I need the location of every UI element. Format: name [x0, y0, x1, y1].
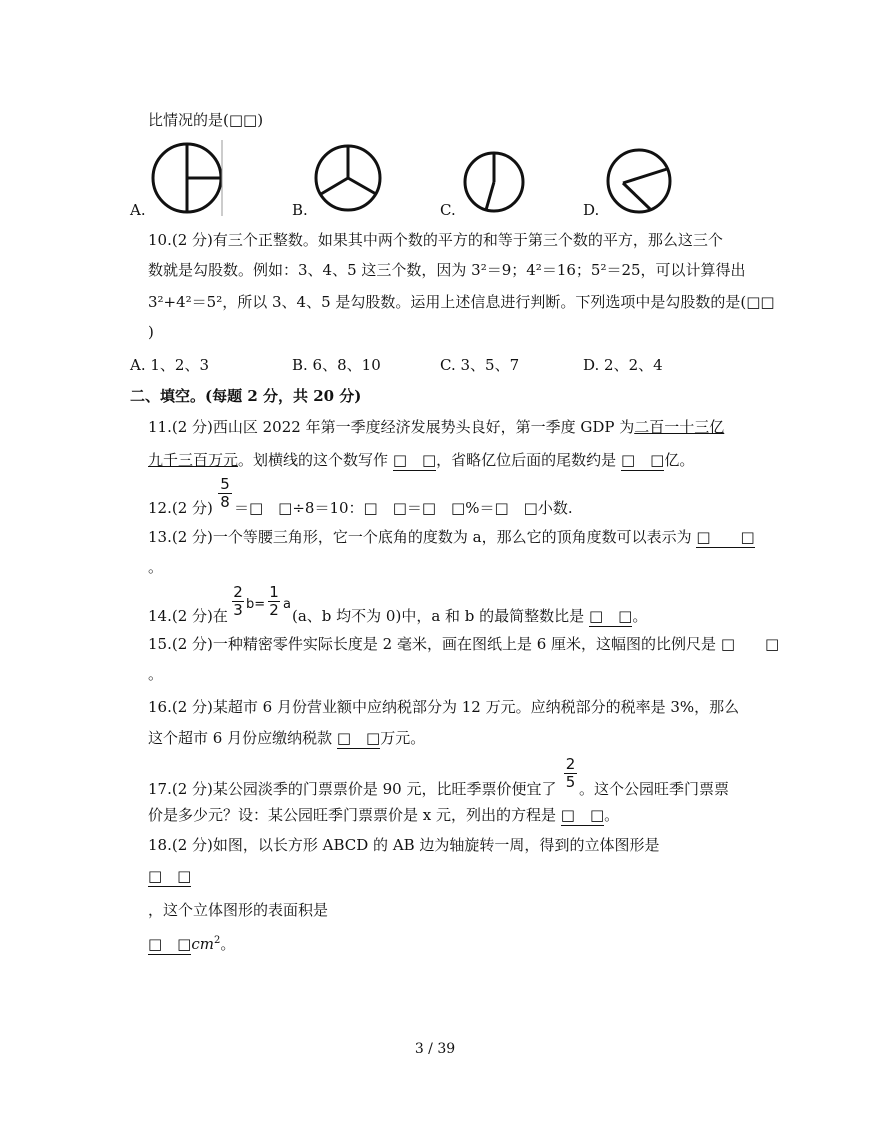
q13-answer-blank[interactable]: □ □: [696, 528, 755, 546]
q10-option-d: D. 2、2、4: [583, 356, 663, 374]
q18-blank-2-line: [148, 931, 235, 955]
q12-body: ＝□ □÷8＝10：□ □＝□ □%＝□ □小数.: [234, 499, 573, 517]
pie-diagram-b: [313, 143, 383, 213]
page-number: 3 / 39: [414, 1041, 456, 1057]
q10-option-b: B. 6、8、10: [292, 356, 381, 374]
q14-fraction-2-numerator: 1: [269, 583, 279, 601]
section-heading: 二、填空。(每题 2 分，共 20 分): [130, 387, 362, 405]
q11-mid: 。划横线的这个数写作: [238, 451, 389, 469]
q17-answer-blank[interactable]: □ □: [560, 806, 605, 824]
q10-line-3: 3²+4²＝5²，所以 3、4、5 是勾股数。运用上述信息进行判断。下列选项中是勾股数的是(□□: [148, 293, 775, 311]
q12-fraction-numerator: 5: [220, 475, 230, 493]
q14-fraction-1-numerator: 2: [233, 583, 243, 601]
q10-line-2: 数就是勾股数。例如：3、4、5 这三个数，因为 3²＝9；4²＝16；5²＝25，可以计算得出: [148, 261, 746, 279]
q17-end: 。: [604, 806, 620, 824]
q18-line-1: 18.(2 分)如图，以长方形 ABCD 的 AB 边为轴旋转一周，得到的立体图形是: [148, 836, 660, 854]
q14-mid-1: b=: [246, 597, 266, 612]
q14-end: 。: [632, 607, 648, 625]
q18-blank-1-line: [148, 866, 191, 887]
q13-text: 13.(2 分)一个等腰三角形，它一个底角的度数为 a，那么它的顶角度数可以表示为: [148, 528, 692, 546]
q18-answer-blank-1[interactable]: □ □: [148, 867, 192, 885]
q10-line-4: ): [148, 323, 154, 341]
pie-diagram-a: [150, 140, 226, 216]
q11-answer-blank-2[interactable]: □ □: [620, 451, 665, 469]
q18-end: 。: [220, 935, 236, 953]
q11-prefix: 11.(2 分)西山区 2022 年第一季度经济发展势头良好，第一季度 GDP 为: [148, 418, 635, 436]
q11-line-1: [148, 417, 724, 437]
q14-answer-blank[interactable]: □ □: [588, 607, 633, 625]
q17-line-2: [148, 805, 619, 826]
q17-fraction-numerator: 2: [565, 755, 576, 773]
q14-mid-2: a: [283, 597, 291, 612]
q18-line-2: ，这个立体图形的表面积是: [148, 901, 329, 919]
q18-unit: cm: [191, 935, 214, 953]
q16-line-2: [148, 728, 425, 749]
q10-option-c: C. 3、5、7: [440, 356, 520, 374]
q16-line-1: 16.(2 分)某超市 6 月份营业额中应纳税部分为 12 万元。应纳税部分的税率是 3%，那么: [148, 698, 740, 716]
q18-unit-exponent: 2: [213, 935, 221, 946]
q14-prefix: 14.(2 分)在: [148, 607, 228, 625]
q15-line-2: 。: [148, 665, 164, 683]
q11-line-2: [148, 450, 694, 471]
q17-fraction: [564, 756, 577, 791]
q11-underlined-number-2: 九千三百万元: [148, 451, 239, 469]
q14-fraction-1-denominator: 3: [233, 601, 243, 619]
q14-fraction-1: [232, 584, 244, 619]
q11-end: 亿。: [664, 451, 695, 469]
q15-line-1: [148, 634, 779, 654]
q17-fraction-denominator: 5: [565, 773, 576, 791]
q14-post: (a、b 均不为 0)中，a 和 b 的最简整数比是: [292, 607, 585, 625]
q12-prefix: 12.(2 分): [148, 499, 213, 517]
q16-prefix: 这个超市 6 月份应缴纳税款: [148, 729, 333, 747]
q16-suffix: 万元。: [380, 729, 426, 747]
q12-fraction-denominator: 8: [218, 493, 232, 511]
q16-answer-blank[interactable]: □ □: [336, 729, 381, 747]
pie-diagram-c: [462, 150, 526, 214]
q11-answer-blank-1[interactable]: □ □: [392, 451, 437, 469]
q13-line-2: 。: [148, 558, 164, 576]
q17-line-1-suffix: 。这个公园旺季门票票: [579, 780, 730, 798]
q9-option-a: A.: [130, 201, 146, 219]
q17-line-1-prefix: 17.(2 分)某公园淡季的门票票价是 90 元，比旺季票价便宜了: [148, 780, 557, 798]
q10-line-1: 10.(2 分)有三个正整数。如果其中两个数的平方的和等于第三个数的平方，那么这三个: [148, 231, 723, 249]
q11-mid-2: ，省略亿位后面的尾数约是: [436, 451, 617, 469]
q9-option-d: D.: [583, 201, 600, 219]
q17-line-2-prefix: 价是多少元？设：某公园旺季门票票价是 x 元，列出的方程是: [148, 806, 556, 824]
q9-tail: 比情况的是(□□): [148, 111, 264, 129]
pie-diagram-d: [605, 147, 673, 215]
q11-underlined-number-1: 二百一十三亿: [634, 418, 725, 436]
q12-fraction: [218, 476, 232, 511]
q18-answer-blank-2[interactable]: □ □: [148, 935, 192, 953]
q15-text: 15.(2 分)一种精密零件实际长度是 2 毫米，画在图纸上是 6 厘米，这幅图的比例尺是: [148, 635, 717, 653]
q13-line-1: [148, 527, 755, 548]
q9-option-b: B.: [292, 201, 308, 219]
q15-answer-blank[interactable]: □ □: [720, 635, 780, 653]
q9-option-c: C.: [440, 201, 456, 219]
q14-rest: [292, 606, 647, 627]
q10-option-a: A. 1、2、3: [130, 356, 209, 374]
q14-fraction-2-denominator: 2: [269, 601, 279, 619]
q14-fraction-2: [268, 584, 280, 619]
